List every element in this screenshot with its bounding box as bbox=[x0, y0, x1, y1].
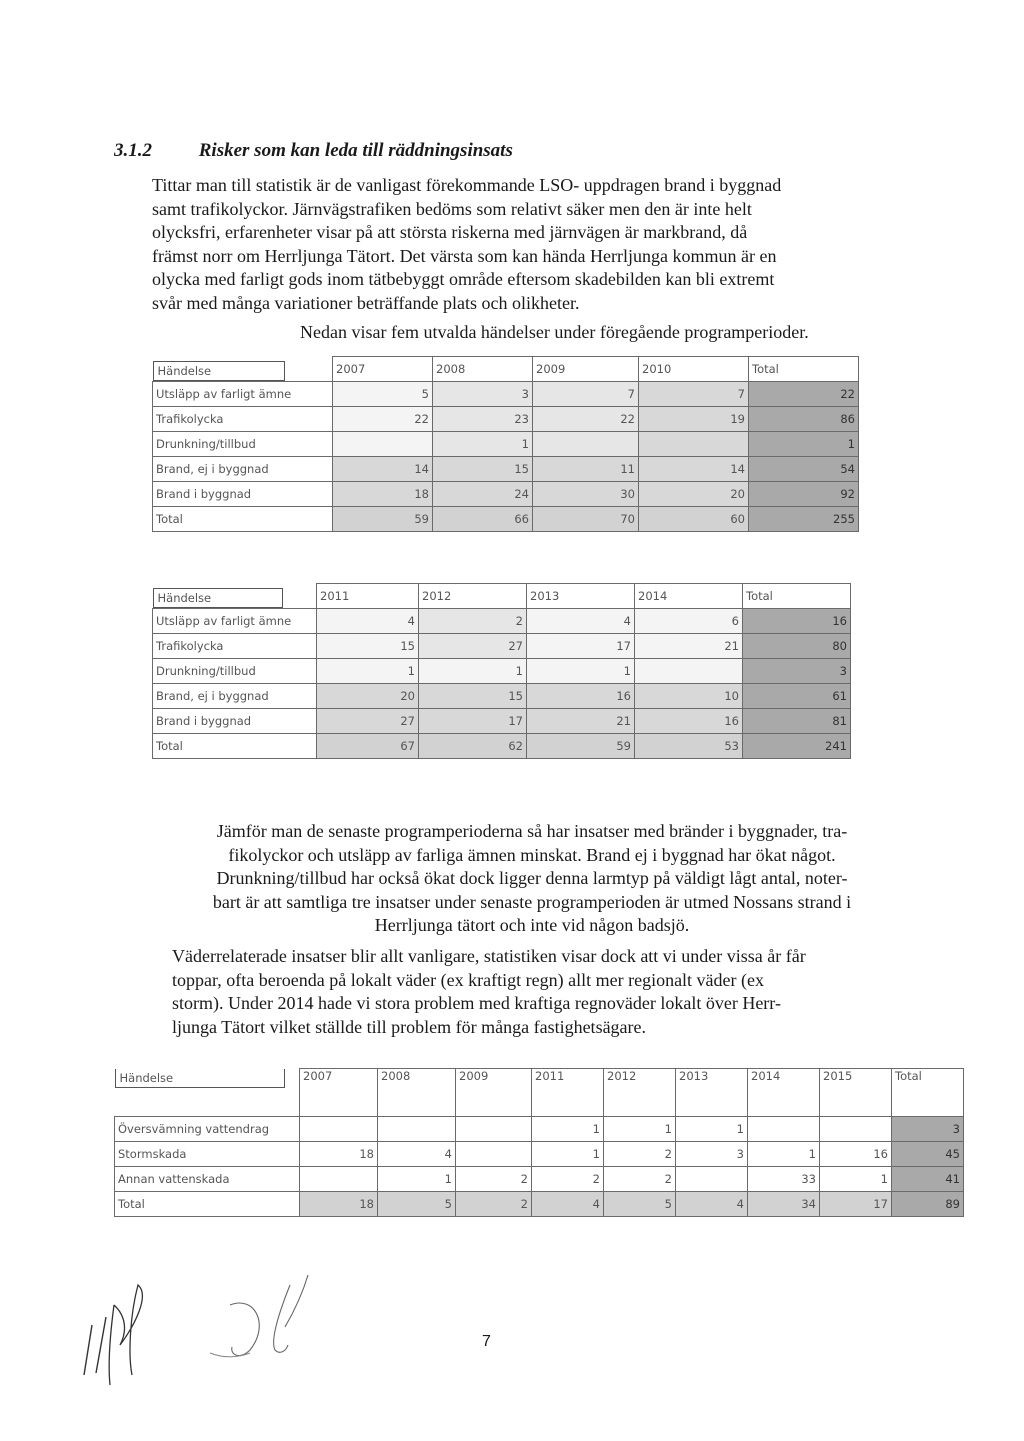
table-cell: 30 bbox=[533, 482, 639, 507]
table-cell: 5 bbox=[333, 382, 433, 407]
table-cell: 6 bbox=[635, 609, 743, 634]
table-cell: 22 bbox=[749, 382, 859, 407]
table-cell: 16 bbox=[527, 684, 635, 709]
table-cell: 1 bbox=[748, 1142, 820, 1167]
table-cell: 66 bbox=[433, 507, 533, 532]
table-row bbox=[153, 482, 859, 507]
table-cell: 22 bbox=[333, 407, 433, 432]
table-cell: 2 bbox=[604, 1142, 676, 1167]
row-label: Trafikolycka bbox=[153, 634, 317, 659]
table-cell: 2 bbox=[419, 609, 527, 634]
table-cell: 61 bbox=[743, 684, 851, 709]
text-line: ljunga Tätort vilket ställde till problem för många fastighetsägare. bbox=[172, 1016, 647, 1037]
row-label: Brand i byggnad bbox=[153, 482, 333, 507]
table-row bbox=[115, 1142, 964, 1167]
column-header: 2012 bbox=[604, 1069, 676, 1117]
paragraph-lso bbox=[152, 174, 892, 315]
table-cell: 1 bbox=[433, 432, 533, 457]
table-cell bbox=[300, 1167, 378, 1192]
table-cell: 81 bbox=[743, 709, 851, 734]
paragraph-weather bbox=[172, 945, 892, 1039]
table-cell: 23 bbox=[433, 407, 533, 432]
column-header: 2013 bbox=[527, 584, 635, 609]
table-cell: 17 bbox=[419, 709, 527, 734]
table-cell: 27 bbox=[419, 634, 527, 659]
row-label: Total bbox=[115, 1192, 300, 1217]
text-line: samt trafikolyckor. Järnvägstrafiken bedöms som relativt säker men den är inte helt bbox=[152, 198, 752, 219]
table-row bbox=[115, 1117, 964, 1142]
table-row bbox=[153, 684, 851, 709]
table-cell: 34 bbox=[748, 1192, 820, 1217]
table-cell: 2 bbox=[456, 1167, 532, 1192]
table-cell: 11 bbox=[533, 457, 639, 482]
table-row bbox=[153, 407, 859, 432]
table-cell bbox=[635, 659, 743, 684]
text-line: svår med många variationer beträffande plats och olikheter. bbox=[152, 292, 580, 313]
header-label-cell bbox=[153, 357, 333, 382]
text-line: Jämför man de senaste programperioderna så har insatser med bränder i byggnader, tra- bbox=[216, 821, 848, 841]
table-cell: 27 bbox=[317, 709, 419, 734]
table-cell: 41 bbox=[892, 1167, 964, 1192]
column-header: 2011 bbox=[532, 1069, 604, 1117]
row-label: Utsläpp av farligt ämne bbox=[153, 382, 333, 407]
column-header: 2007 bbox=[300, 1069, 378, 1117]
header-label: Händelse bbox=[153, 361, 285, 381]
table-cell: 19 bbox=[639, 407, 749, 432]
table-cell bbox=[533, 432, 639, 457]
table-cell: 14 bbox=[639, 457, 749, 482]
table-cell bbox=[333, 432, 433, 457]
table-cell: 1 bbox=[676, 1117, 748, 1142]
text-line: Drunkning/tillbud har också ökat dock ligger denna larmtyp på väldigt lågt antal, noter- bbox=[216, 868, 848, 888]
header-label: Händelse bbox=[153, 588, 283, 608]
text-line: fikolyckor och utsläpp av farliga ämnen minskat. Brand ej i byggnad har ökat något. bbox=[228, 844, 836, 865]
table-cell: 1 bbox=[820, 1167, 892, 1192]
header-label: Händelse bbox=[115, 1069, 285, 1088]
table-cell: 3 bbox=[892, 1117, 964, 1142]
table-cell: 3 bbox=[676, 1142, 748, 1167]
table-cell: 70 bbox=[533, 507, 639, 532]
table-row bbox=[153, 659, 851, 684]
row-label: Brand, ej i byggnad bbox=[153, 684, 317, 709]
table-cell: 80 bbox=[743, 634, 851, 659]
column-header: 2014 bbox=[635, 584, 743, 609]
table-cell: 3 bbox=[743, 659, 851, 684]
column-header: 2015 bbox=[820, 1069, 892, 1117]
row-label: Drunkning/tillbud bbox=[153, 659, 317, 684]
text-line: bart är att samtliga tre insatser under senaste programperioden är utmed Nossans strand i bbox=[212, 891, 852, 912]
table-cell: 15 bbox=[433, 457, 533, 482]
column-header: Total bbox=[743, 584, 851, 609]
table-cell bbox=[639, 432, 749, 457]
table-cell: 5 bbox=[604, 1192, 676, 1217]
table-cell bbox=[676, 1167, 748, 1192]
table-cell: 67 bbox=[317, 734, 419, 759]
events-table-2007-2010 bbox=[152, 356, 859, 532]
column-header: 2012 bbox=[419, 584, 527, 609]
column-header: 2007 bbox=[333, 357, 433, 382]
column-header: 2009 bbox=[456, 1069, 532, 1117]
table-cell: 20 bbox=[639, 482, 749, 507]
table-cell: 45 bbox=[892, 1142, 964, 1167]
table-cell: 21 bbox=[635, 634, 743, 659]
row-label: Total bbox=[153, 507, 333, 532]
row-label: Brand, ej i byggnad bbox=[153, 457, 333, 482]
text-line: olycksfri, erfarenheter visar på att största riskerna med järnvägen är markbrand, då bbox=[152, 222, 748, 242]
column-header: Total bbox=[892, 1069, 964, 1117]
column-header: 2009 bbox=[533, 357, 639, 382]
tables-intro: Nedan visar fem utvalda händelser under föregående programperioder. bbox=[300, 322, 809, 342]
table-cell: 24 bbox=[433, 482, 533, 507]
table-cell: 18 bbox=[300, 1192, 378, 1217]
table-cell: 17 bbox=[527, 634, 635, 659]
table-cell: 1 bbox=[378, 1167, 456, 1192]
table-cell: 255 bbox=[749, 507, 859, 532]
table-cell: 4 bbox=[527, 609, 635, 634]
table-cell: 22 bbox=[533, 407, 639, 432]
table-cell: 14 bbox=[333, 457, 433, 482]
table-cell: 86 bbox=[749, 407, 859, 432]
table-cell bbox=[820, 1117, 892, 1142]
table-cell: 1 bbox=[527, 659, 635, 684]
table-cell: 4 bbox=[317, 609, 419, 634]
table-row bbox=[153, 709, 851, 734]
table-cell: 33 bbox=[748, 1167, 820, 1192]
table-cell: 18 bbox=[333, 482, 433, 507]
column-header: 2008 bbox=[378, 1069, 456, 1117]
header-label-cell bbox=[115, 1069, 300, 1117]
column-header: 2008 bbox=[433, 357, 533, 382]
table-cell: 89 bbox=[892, 1192, 964, 1217]
events-table-2011-2014 bbox=[152, 583, 851, 759]
paragraph-comparison bbox=[162, 820, 902, 938]
section-number: 3.1.2 bbox=[114, 140, 152, 161]
header-label-cell bbox=[153, 584, 317, 609]
text-line: Herrljunga tätort och inte vid någon badsjö. bbox=[374, 915, 690, 935]
text-line: toppar, ofta beroenda på lokalt väder (ex kraftigt regn) allt mer regionalt väder (ex bbox=[172, 969, 765, 990]
table-cell bbox=[748, 1117, 820, 1142]
section-heading bbox=[114, 140, 513, 162]
table-cell: 17 bbox=[820, 1192, 892, 1217]
table-cell: 1 bbox=[317, 659, 419, 684]
text-line: storm). Under 2014 hade vi stora problem med kraftiga regnoväder lokalt över Herr- bbox=[172, 993, 781, 1013]
table-cell: 1 bbox=[604, 1117, 676, 1142]
table-row bbox=[153, 634, 851, 659]
table-cell: 62 bbox=[419, 734, 527, 759]
table-cell: 2 bbox=[604, 1167, 676, 1192]
row-label: Stormskada bbox=[115, 1142, 300, 1167]
table-cell: 15 bbox=[317, 634, 419, 659]
text-line: främst norr om Herrljunga Tätort. Det värsta som kan hända Herrljunga kommun är en bbox=[152, 245, 777, 266]
row-label: Annan vattenskada bbox=[115, 1167, 300, 1192]
table-row-total bbox=[153, 734, 851, 759]
table-cell: 53 bbox=[635, 734, 743, 759]
table-row bbox=[153, 432, 859, 457]
table-cell: 2 bbox=[456, 1192, 532, 1217]
table-cell: 1 bbox=[749, 432, 859, 457]
table-cell bbox=[378, 1117, 456, 1142]
table-cell bbox=[456, 1142, 532, 1167]
table-cell: 4 bbox=[378, 1142, 456, 1167]
column-header: 2011 bbox=[317, 584, 419, 609]
section-title: Risker som kan leda till räddningsinsats bbox=[198, 140, 513, 161]
text-line: Väderrelaterade insatser blir allt vanligare, statistiken visar dock att vi under vissa år får bbox=[172, 946, 806, 966]
handwritten-initials bbox=[80, 1255, 340, 1395]
table-cell: 5 bbox=[378, 1192, 456, 1217]
column-header: 2010 bbox=[639, 357, 749, 382]
table-cell: 10 bbox=[635, 684, 743, 709]
table-cell: 7 bbox=[533, 382, 639, 407]
table-cell: 18 bbox=[300, 1142, 378, 1167]
row-label: Brand i byggnad bbox=[153, 709, 317, 734]
table-cell: 60 bbox=[639, 507, 749, 532]
table-cell: 4 bbox=[532, 1192, 604, 1217]
table-cell: 20 bbox=[317, 684, 419, 709]
row-label: Översvämning vattendrag bbox=[115, 1117, 300, 1142]
column-header: 2014 bbox=[748, 1069, 820, 1117]
table-row-total bbox=[115, 1192, 964, 1217]
table-cell bbox=[300, 1117, 378, 1142]
table-cell: 54 bbox=[749, 457, 859, 482]
table-cell: 16 bbox=[743, 609, 851, 634]
table-cell: 16 bbox=[635, 709, 743, 734]
table-cell: 21 bbox=[527, 709, 635, 734]
table-row bbox=[153, 382, 859, 407]
table-cell: 16 bbox=[820, 1142, 892, 1167]
table-cell: 1 bbox=[532, 1142, 604, 1167]
column-header: 2013 bbox=[676, 1069, 748, 1117]
row-label: Total bbox=[153, 734, 317, 759]
table-row-total bbox=[153, 507, 859, 532]
row-label: Utsläpp av farligt ämne bbox=[153, 609, 317, 634]
column-header: Total bbox=[749, 357, 859, 382]
table-cell: 59 bbox=[333, 507, 433, 532]
row-label: Drunkning/tillbud bbox=[153, 432, 333, 457]
table-row bbox=[115, 1167, 964, 1192]
table-cell: 15 bbox=[419, 684, 527, 709]
text-line: olycka med farligt gods inom tätbebyggt område eftersom skadebilden kan bli extremt bbox=[152, 269, 775, 289]
table-row bbox=[153, 609, 851, 634]
page-number: 7 bbox=[482, 1333, 491, 1350]
table-cell: 59 bbox=[527, 734, 635, 759]
table-cell: 4 bbox=[676, 1192, 748, 1217]
table-cell: 2 bbox=[532, 1167, 604, 1192]
table-cell: 92 bbox=[749, 482, 859, 507]
table-cell: 241 bbox=[743, 734, 851, 759]
table-row bbox=[153, 457, 859, 482]
row-label: Trafikolycka bbox=[153, 407, 333, 432]
table-cell: 3 bbox=[433, 382, 533, 407]
table-cell bbox=[456, 1117, 532, 1142]
table-cell: 1 bbox=[419, 659, 527, 684]
table-cell: 1 bbox=[532, 1117, 604, 1142]
table-cell: 7 bbox=[639, 382, 749, 407]
text-line: Tittar man till statistik är de vanligast förekommande LSO- uppdragen brand i byggnad bbox=[152, 175, 782, 195]
weather-events-table bbox=[114, 1068, 964, 1217]
